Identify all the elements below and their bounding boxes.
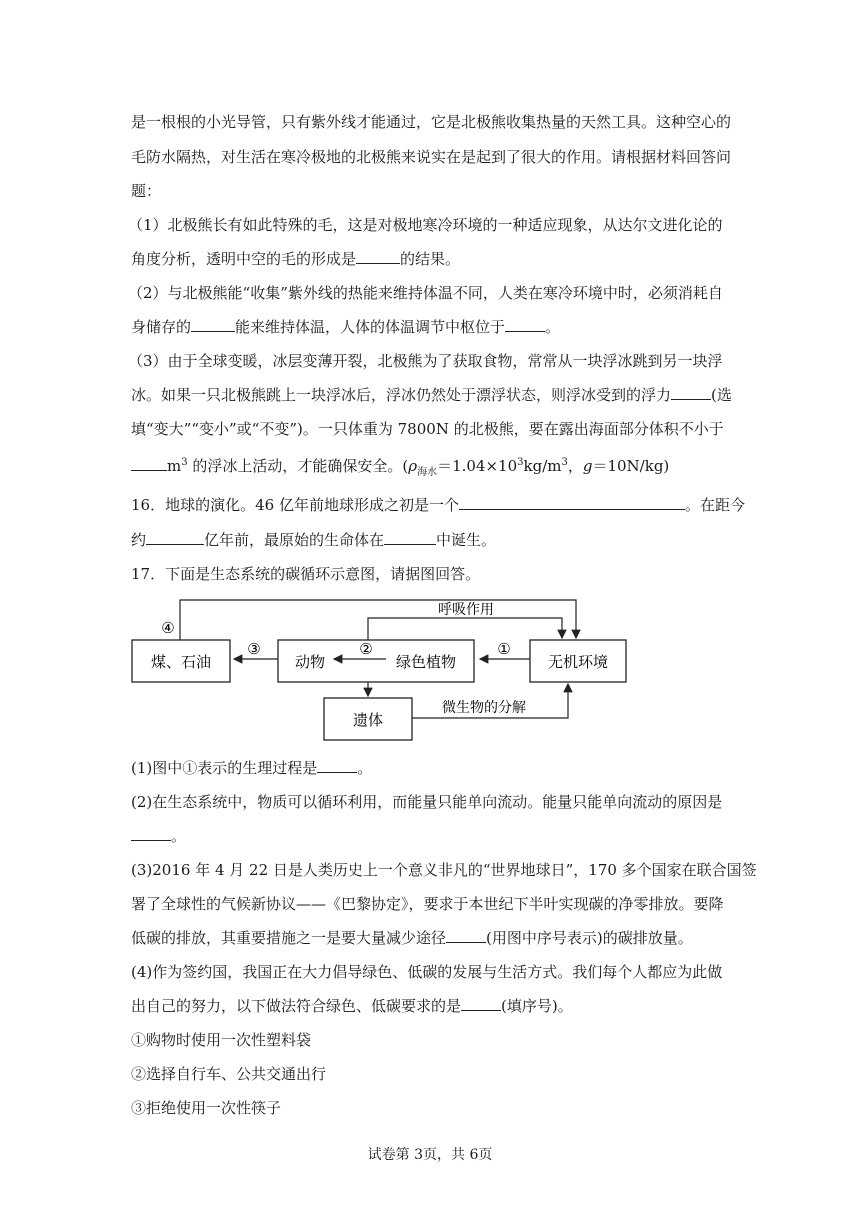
answer-blank[interactable] xyxy=(459,495,685,510)
q17-title: 17．下面是生态系统的碳循环示意图，请据图回答。 xyxy=(131,565,481,583)
label-1: ① xyxy=(497,640,511,658)
q17-sub3-line3: 低碳的排放，其重要措施之一是要大量减少途径 (用图中序号表示)的碳排放量。 xyxy=(131,929,693,947)
answer-blank[interactable] xyxy=(505,317,545,332)
q15-part3-line3: 填“变大”“变小”或“不变”)。一只体重为 7800N 的北极熊，要在露出海面部分体积不小于 xyxy=(131,420,724,438)
q15-part3-line2: 冰。如果一只北极熊跳上一块浮冰后，浮冰仍然处于漂浮状态，则浮冰受到的浮力 (选 xyxy=(131,386,732,404)
q15-part3-line1: （3）由于全球变暖，冰层变薄开裂，北极熊为了获取食物，常常从一块浮冰跳到另一块浮 xyxy=(128,352,723,370)
coal-oil-label: 煤、石油 xyxy=(150,653,212,671)
answer-blank[interactable] xyxy=(671,385,711,400)
answer-blank[interactable] xyxy=(146,530,204,545)
q17-sub3-line1: (3)2016 年 4 月 22 日是人类历史上一个意义非凡的“世界地球日”，170 多个国家在联合国签 xyxy=(131,861,757,879)
respiration-label: 呼吸作用 xyxy=(438,602,494,618)
q17-sub3-line2: 署了全球性的气候新协议——《巴黎协定》，要求于本世纪下半叶实现碳的净零排放。要降 xyxy=(131,895,724,913)
label-3: ③ xyxy=(247,640,261,658)
page-footer: 试卷第 3页，共 6页 xyxy=(367,1147,493,1163)
answer-blank[interactable] xyxy=(131,826,171,841)
q17-sub4-line1: (4)作为签约国，我国正在大力倡导绿色、低碳的发展与生活方式。我们每个人都应为此做 xyxy=(131,963,723,981)
q17-option-3: ③拒绝使用一次性筷子 xyxy=(131,1099,282,1117)
q15-part1-line2: 角度分析，透明中空的毛的形成是 的结果。 xyxy=(131,250,461,268)
q17-sub4-line2: 出自己的努力，以下做法符合绿色、低碳要求的是 (填序号)。 xyxy=(131,997,573,1015)
answer-blank[interactable] xyxy=(446,928,486,943)
remains-label: 遗体 xyxy=(352,711,384,729)
q17-option-1: ①购物时使用一次性塑料袋 xyxy=(131,1031,312,1049)
q16-line2: 约 亿年前，最原始的生命体在 中诞生。 xyxy=(131,531,497,549)
arrow-4 xyxy=(180,600,576,640)
respiration-arrow xyxy=(368,618,562,640)
inorganic-environment-label: 无机环境 xyxy=(547,653,609,671)
green-plant-label: 绿色植物 xyxy=(395,653,457,671)
q17-option-2: ②选择自行车、公共交通出行 xyxy=(131,1065,327,1083)
q17-sub2-line1: (2)在生态系统中，物质可以循环利用，而能量只能单向流动。能量只能单向流动的原因是 xyxy=(131,793,723,811)
q16-line1: 16．地球的演化。46 亿年前地球形成之初是一个 。在距今 xyxy=(131,496,745,514)
intro-line-3: 题： xyxy=(131,182,162,200)
q15-part3-line4: $m^3$ 的浮冰上活动，才能确保安全。($\rho_{海水}=1.04\times 10^3kg/m^3$，g＝10N/kg) xyxy=(131,456,669,476)
animal-label: 动物 xyxy=(294,653,326,671)
intro-line-2: 毛防水隔热，对生活在寒冷极地的北极熊来说实在是起到了很大的作用。请根据材料回答问 xyxy=(131,148,732,166)
answer-blank[interactable] xyxy=(131,456,167,471)
q15-part2-line1: （2）与北极熊能“收集”紫外线的热能来维持体温不同，人类在寒冷环境中时，必须消耗自 xyxy=(128,284,723,302)
q15-part1-line1: （1）北极熊长有如此特殊的毛，这是对极地寒冷环境的一种适应现象，从达尔文进化论的 xyxy=(128,216,723,234)
decomposition-label: 微生物的分解 xyxy=(442,700,526,716)
q17-sub2-line2: 。 xyxy=(131,826,186,846)
answer-blank[interactable] xyxy=(317,758,357,773)
answer-blank[interactable] xyxy=(191,317,235,332)
intro-line-1: 是一根根的小光导管，只有紫外线才能通过，它是北极熊收集热量的天然工具。这种空心的 xyxy=(131,113,732,131)
q15-part2-line2: 身储存的 能来维持体温，人体的体温调节中枢位于 。 xyxy=(131,318,561,336)
label-4: ④ xyxy=(161,619,175,637)
label-2: ② xyxy=(359,640,373,658)
answer-blank[interactable] xyxy=(461,996,501,1011)
answer-blank[interactable] xyxy=(384,530,436,545)
carbon-cycle-diagram xyxy=(128,596,609,748)
answer-blank[interactable] xyxy=(356,249,400,264)
q17-sub1: (1)图中①表示的生理过程是 。 xyxy=(131,759,373,777)
